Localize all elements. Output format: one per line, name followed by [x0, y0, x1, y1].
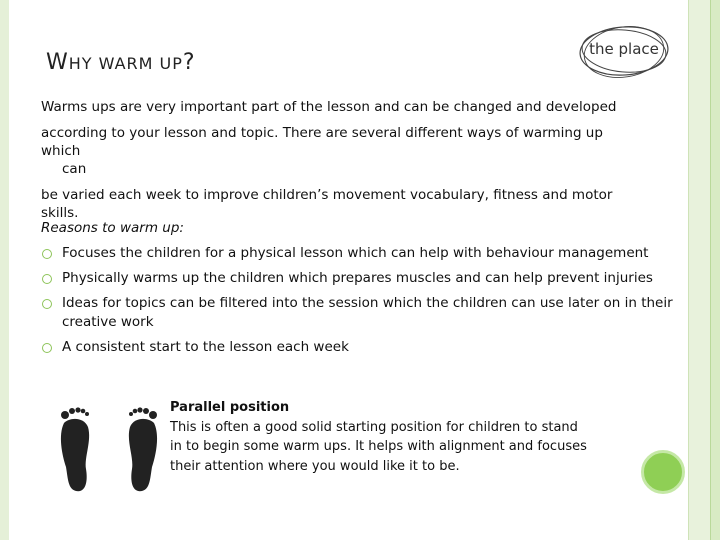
list-item: Ideas for topics can be filtered into the session which the children can use later on in their creative work: [41, 294, 681, 332]
parallel-body: This is often a good solid starting position for children to stand in to begin some warm ups. It helps with alignment and focuses their attention where you would like it to be.: [170, 419, 587, 474]
bullet-ring-icon: [42, 299, 52, 309]
right-border-strip-dark: [710, 0, 720, 540]
right-border-strip-light: [688, 0, 711, 540]
reasons-label: Reasons to warm up:: [41, 220, 184, 236]
footprints-image: [54, 403, 164, 495]
the-place-logo: [577, 22, 671, 80]
bullet-ring-icon: [42, 274, 52, 284]
bullet-ring-icon: [42, 249, 52, 259]
list-item: A consistent start to the lesson each week: [41, 338, 681, 357]
intro-line: Warms ups are very important part of the lesson and can be changed and developed: [41, 99, 617, 115]
list-item: Focuses the children for a physical lesson which can help with behaviour management: [41, 244, 681, 263]
intro-paragraph: [41, 98, 641, 222]
slide-title: WHY WARM UP?: [46, 50, 196, 75]
footprints-icon: [54, 403, 164, 495]
bullet-ring-icon: [42, 343, 52, 353]
intro-line: be varied each week to improve children’s movement vocabulary, fitness and motor skills.: [41, 187, 613, 221]
intro-line: according to your lesson and topic. There are several different ways of warming up which: [41, 125, 603, 159]
parallel-heading: Parallel position: [170, 400, 290, 415]
reasons-list: [41, 244, 681, 363]
intro-line: can: [62, 161, 87, 177]
left-border-strip: [0, 0, 9, 540]
decorative-green-circle: [641, 450, 685, 494]
parallel-position-text: [170, 398, 590, 476]
logo-text: the place: [589, 40, 659, 58]
list-item: Physically warms up the children which prepares muscles and can help prevent injuries: [41, 269, 681, 288]
